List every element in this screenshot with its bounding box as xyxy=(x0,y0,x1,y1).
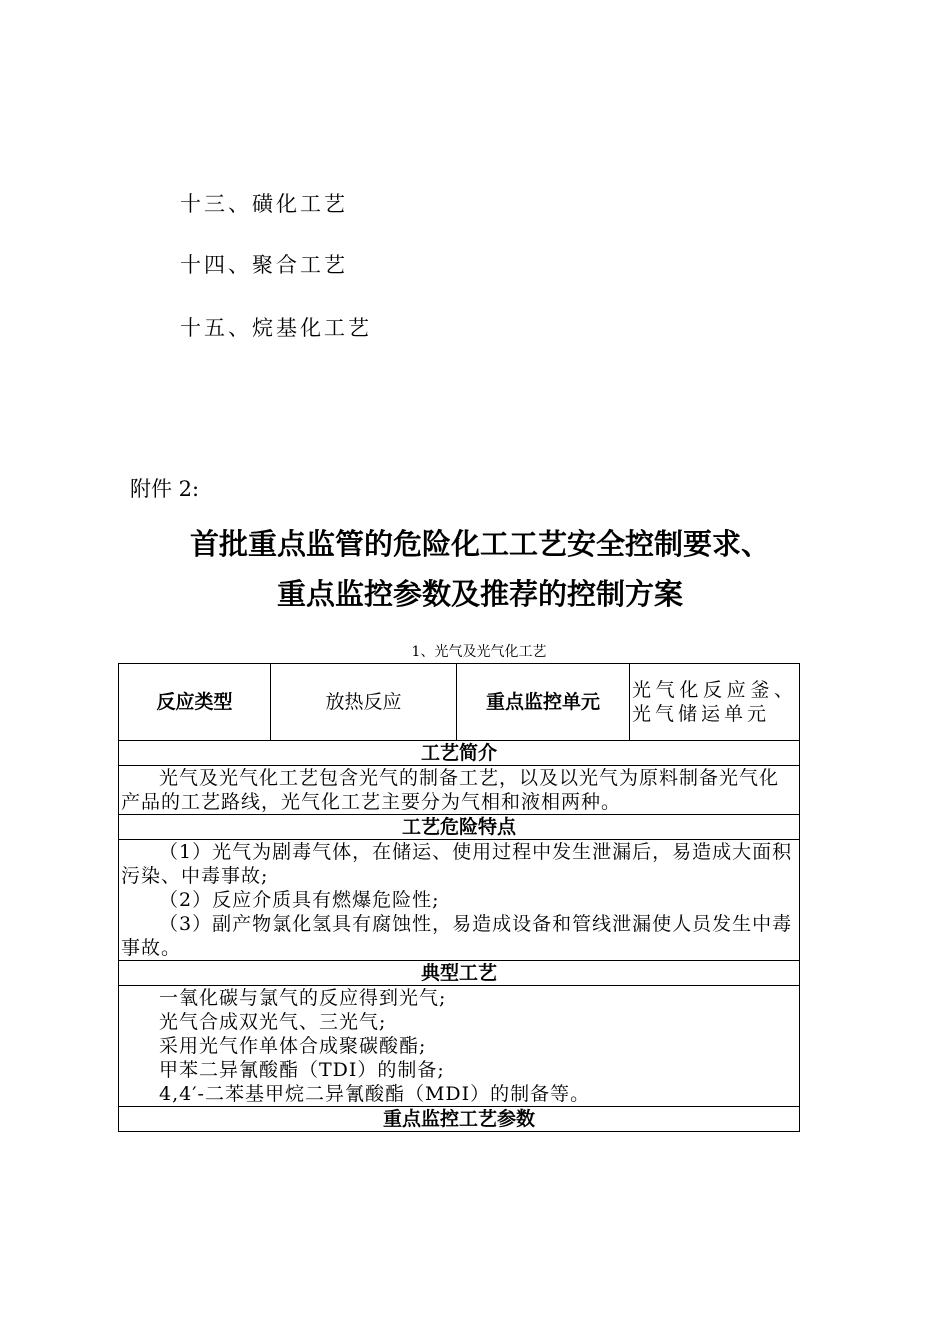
table-row-intro-heading xyxy=(119,741,800,766)
hazard-item: （1）光气为剧毒气体，在储运、使用过程中发生泄漏后，易造成大面积污染、中毒事故; xyxy=(121,841,793,887)
table-row-header xyxy=(119,664,800,741)
typical-heading: 典型工艺 xyxy=(119,961,800,986)
list-item-sulfonation: 十三、磺化工艺 xyxy=(180,192,348,216)
typical-item: 光气合成双光气、三光气; xyxy=(159,1011,387,1033)
monitor-unit-label: 重点监控单元 xyxy=(457,664,630,741)
list-item-alkylation: 十五、烷基化工艺 xyxy=(180,316,372,340)
document-title-line-2: 重点监控参数及推荐的控制方案 xyxy=(276,577,683,611)
typical-item: 一氧化碳与氯气的反应得到光气; xyxy=(159,987,447,1009)
hazard-item: （3）副产物氯化氢具有腐蚀性，易造成设备和管线泄漏使人员发生中毒事故。 xyxy=(121,913,793,959)
params-heading: 重点监控工艺参数 xyxy=(119,1107,800,1132)
list-item-polymerization: 十四、聚合工艺 xyxy=(180,253,348,277)
document-title-line-1: 首批重点监管的危险化工工艺安全控制要求、 xyxy=(189,527,770,561)
table-row-hazard-heading xyxy=(119,815,800,840)
monitor-unit-value: 光气化反应釜、光气储运单元 xyxy=(630,664,800,741)
table-row-intro xyxy=(119,766,800,815)
typical-item: 采用光气作单体合成聚碳酸酯; xyxy=(159,1035,427,1057)
process-table xyxy=(118,663,800,1132)
table-row-hazards xyxy=(119,840,800,961)
hazard-heading: 工艺危险特点 xyxy=(119,815,800,840)
attachment-label: 附件 2: xyxy=(130,477,200,501)
intro-heading: 工艺简介 xyxy=(119,741,800,766)
table-row-typical-heading xyxy=(119,961,800,986)
reaction-type-value: 放热反应 xyxy=(271,664,457,741)
table-caption: 1、光气及光气化工艺 xyxy=(411,644,547,660)
hazard-item: （2）反应介质具有燃爆危险性; xyxy=(159,889,440,911)
typical-item: 甲苯二异氰酸酯（TDI）的制备; xyxy=(159,1059,445,1081)
table-row-typical xyxy=(119,986,800,1107)
intro-text: 光气及光气化工艺包含光气的制备工艺，以及以光气为原料制备光气化产品的工艺路线，光气化工艺主要分为气相和液相两种。 xyxy=(121,767,780,813)
table-row-params-heading xyxy=(119,1107,800,1132)
typical-item: 4,4′-二苯基甲烷二异氰酸酯（MDI）的制备等。 xyxy=(159,1083,591,1105)
reaction-type-label: 反应类型 xyxy=(119,664,271,741)
